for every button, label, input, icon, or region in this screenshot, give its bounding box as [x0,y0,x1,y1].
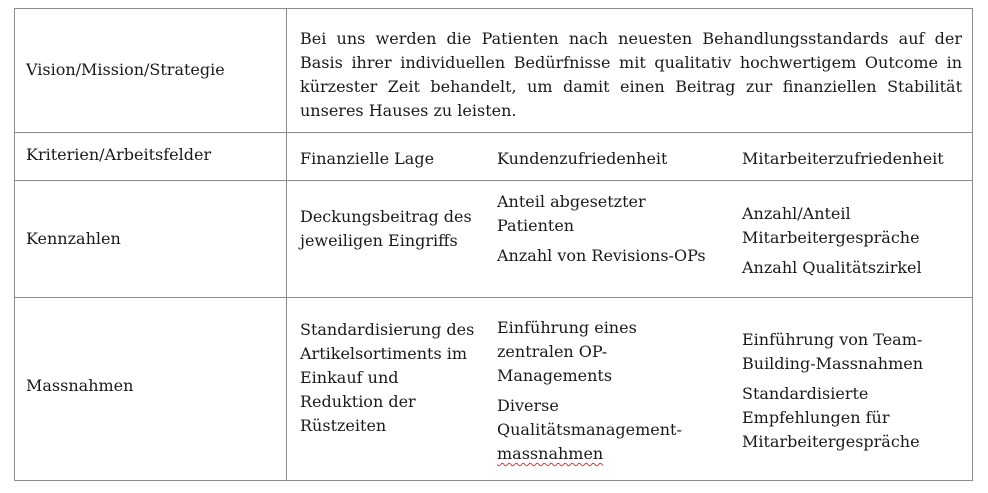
cell-text: Anzahl von Revisions-OPs [497,246,706,265]
cell-text: Kundenzufriedenheit [497,149,668,168]
kpi-finanzen [300,205,478,253]
measure-kunden [497,316,717,466]
cell-text: Anteil abgesetzter Patienten [497,192,646,235]
cell-text: Standardisierung des Artikelsortiments im Einkauf und Reduktion der Rüstzeiten [300,320,475,435]
cell-text: Anzahl Qualitätszirkel [742,258,922,277]
column-divider [286,9,287,480]
row-label-kriterien: Kriterien/Arbeitsfelder [26,145,212,164]
measure-mitarbeiter [742,328,972,454]
criteria-mitarbeiterzufriedenheit [742,147,972,171]
row-label-kennzahlen: Kennzahlen [26,229,121,248]
cell-text: Deckungsbeitrag des jeweiligen Eingriffs [300,207,472,250]
row-divider [15,132,972,133]
vision-text: Bei uns werden die Patienten nach neuesten Behandlungsstandards auf der Basis ihrer individuellen Bedürfnisse mit qualitativ hochwertigem Outcome in kürzester Zeit behandelt, um damit einen Beitrag zur finanziellen Stabilität unseres Hauses zu leisten. [300,29,962,120]
cell-text: Standardisierte Empfehlungen für Mitarbeitergespräche [742,384,920,451]
cell-text-part: Diverse Qualitätsmanagement- [497,396,682,439]
measure-finanzen [300,318,478,438]
kpi-kunden [497,190,717,268]
cell-text: Mitarbeiterzufriedenheit [742,149,944,168]
spellcheck-underlined-text: massnahmen [497,444,604,463]
strategy-table [14,8,973,481]
cell-text: Anzahl/Anteil Mitarbeitergespräche [742,204,920,247]
kpi-mitarbeiter [742,202,972,280]
row-divider [15,297,972,298]
cell-text [497,394,717,466]
criteria-finanzielle-lage [300,147,478,171]
row-divider [15,180,972,181]
criteria-kundenzufriedenheit [497,147,717,171]
row-label-massnahmen: Massnahmen [26,376,134,395]
cell-text: Einführung eines zentralen OP-Managements [497,318,637,385]
row-label-vision: Vision/Mission/Strategie [26,60,225,79]
cell-text: Finanzielle Lage [300,149,435,168]
cell-text: Einführung von Team-Building-Massnahmen [742,330,924,373]
